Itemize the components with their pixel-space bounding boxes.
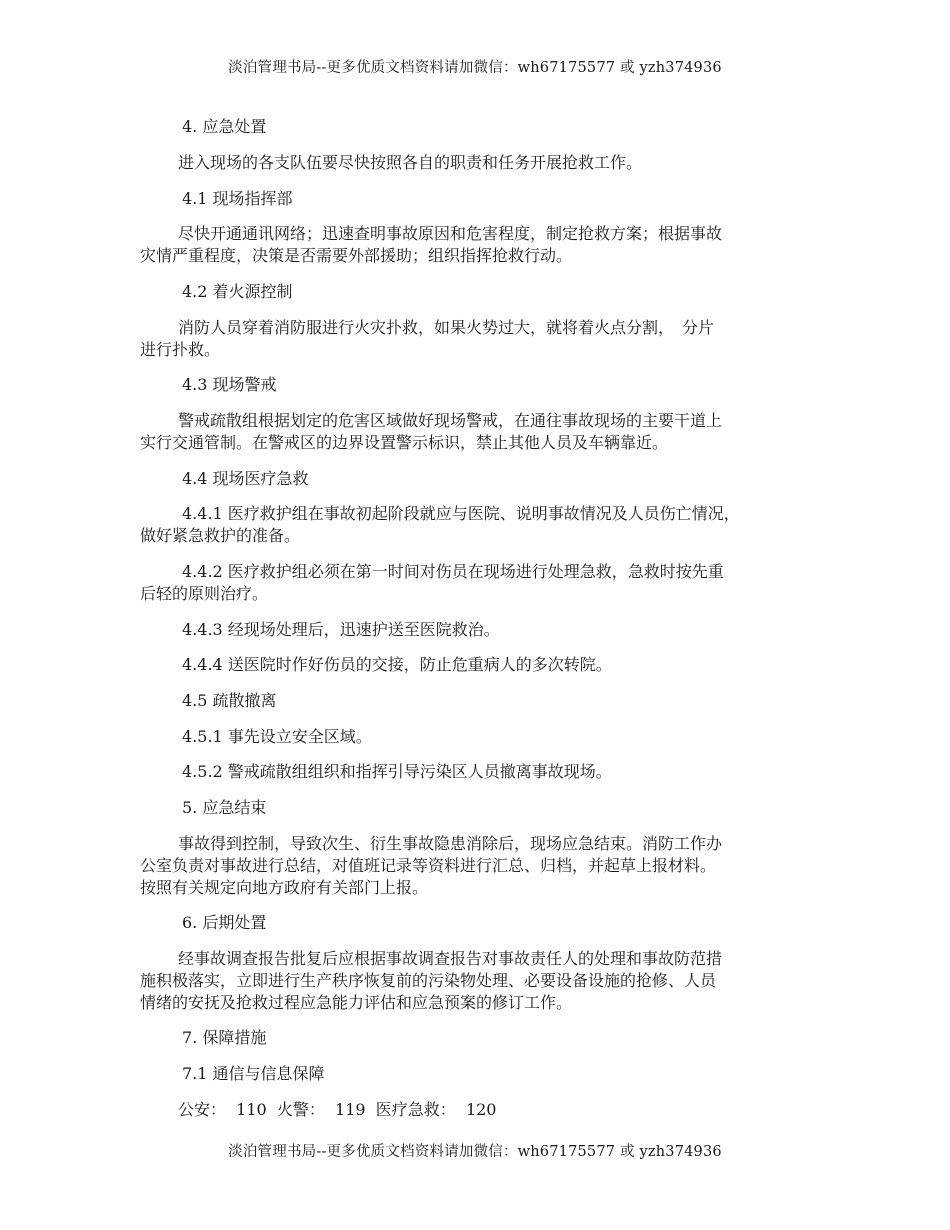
- list-item-4-4-4: 4.4.4 送医院时作好伤员的交接，防止危重病人的多次转院。: [182, 655, 612, 674]
- page-header: 淡泊管理书局--更多优质文档资料请加微信：wh67175577 或 yzh374936: [228, 60, 722, 76]
- paragraph-line: 事故得到控制，导致次生、衍生事故隐患消除后，现场应急结束。消防工作办: [178, 834, 723, 853]
- paragraph-line: 警戒疏散组根据划定的危害区域做好现场警戒，在通往事故现场的主要干道上: [178, 411, 723, 430]
- paragraph-line: 做好紧急救护的准备。: [140, 526, 301, 545]
- list-item-4-4-3: 4.4.3 经现场处理后，迅速护送至医院救治。: [182, 620, 500, 639]
- list-item-4-4-2: 4.4.2 医疗救护组必须在第一时间对伤员在现场进行处理急救，急救时按先重: [182, 562, 724, 581]
- list-item-4-5-1: 4.5.1 事先设立安全区域。: [182, 727, 372, 746]
- section-heading-4-2: 4.2 着火源控制: [182, 282, 293, 301]
- section-heading-4-1: 4.1 现场指挥部: [182, 189, 293, 208]
- paragraph-line: 实行交通管制。在警戒区的边界设置警示标识，禁止其他人员及车辆靠近。: [140, 433, 669, 452]
- section-heading-4: 4. 应急处置: [182, 117, 267, 136]
- paragraph-4-intro: 进入现场的各支队伍要尽快按照各自的职责和任务开展抢救工作。: [178, 153, 643, 172]
- paragraph-line: 情绪的安抚及抢救过程应急能力评估和应急预案的修订工作。: [140, 993, 573, 1012]
- page-footer: 淡泊管理书局--更多优质文档资料请加微信：wh67175577 或 yzh374936: [228, 1144, 722, 1160]
- section-heading-4-3: 4.3 现场警戒: [182, 375, 277, 394]
- paragraph-line: 消防人员穿着消防服进行火灾扑救，如果火势过大，就将着火点分割， 分片: [178, 318, 715, 337]
- section-heading-4-5: 4.5 疏散撤离: [182, 691, 277, 710]
- paragraph-line: 施积极落实，立即进行生产秩序恢复前的污染物处理、必要设备设施的抢修、人员: [140, 971, 717, 990]
- paragraph-line: 灾情严重程度，决策是否需要外部援助；组织指挥抢救行动。: [140, 246, 573, 265]
- paragraph-line: 经事故调查报告批复后应根据事故调查报告对事故责任人的处理和事故防范措: [178, 949, 723, 968]
- paragraph-line: 后轻的原则治疗。: [140, 584, 269, 603]
- list-item-4-4-1: 4.4.1 医疗救护组在事故初起阶段就应与医院、说明事故情况及人员伤亡情况，: [182, 504, 740, 523]
- list-item-4-5-2: 4.5.2 警戒疏散组组织和指挥引导污染区人员撤离事故现场。: [182, 762, 612, 781]
- paragraph-line: 公室负责对事故进行总结，对值班记录等资料进行汇总、归档，并起草上报材料。: [140, 856, 717, 875]
- section-heading-5: 5. 应急结束: [182, 798, 267, 817]
- section-heading-4-4: 4.4 现场医疗急救: [182, 469, 309, 488]
- section-heading-7: 7. 保障措施: [182, 1028, 267, 1047]
- emergency-phone-numbers: 公安： 110 火警： 119 医疗急救： 120: [178, 1100, 497, 1119]
- paragraph-line: 按照有关规定向地方政府有关部门上报。: [140, 878, 429, 897]
- paragraph-line: 尽快开通通讯网络；迅速查明事故原因和危害程度，制定抢救方案；根据事故: [178, 224, 723, 243]
- section-heading-6: 6. 后期处置: [182, 913, 267, 932]
- section-heading-7-1: 7.1 通信与信息保障: [182, 1064, 325, 1083]
- paragraph-line: 进行扑救。: [140, 340, 221, 359]
